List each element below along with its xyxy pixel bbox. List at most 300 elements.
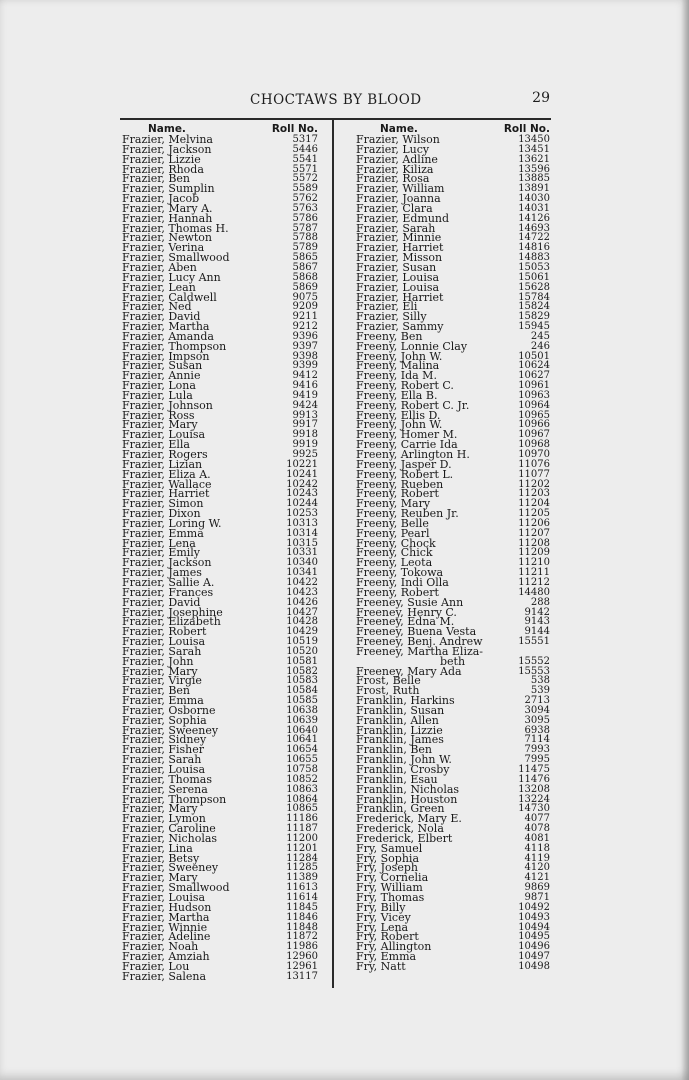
entry-roll-number: 13450	[518, 134, 550, 145]
entry-roll-number: 9398	[292, 350, 318, 362]
entry-name: Frazier, Virgie	[122, 674, 202, 688]
entry-roll-number: 9869	[524, 882, 550, 894]
entry-name: Freeny, Robert	[356, 585, 439, 599]
entry-name: Franklin, Crosby	[356, 763, 450, 776]
entry-name: Frazier, Wallace	[122, 477, 212, 491]
entry-roll-number: 15553	[518, 665, 550, 677]
entry-roll-number: 10331	[286, 547, 318, 559]
entry-roll-number: 11284	[286, 852, 318, 864]
entry-roll-number: 10426	[286, 596, 318, 608]
entry-roll-number: 10585	[286, 695, 318, 707]
entry-name: Franklin, Nicholas	[356, 782, 460, 796]
entry-roll-number: 9424	[292, 399, 318, 411]
entry-name: Frazier, Ross	[122, 408, 195, 422]
entry-roll-number: 4077	[524, 813, 550, 825]
entry-roll-number: 10423	[286, 586, 318, 598]
entry-roll-number: 10638	[286, 704, 318, 716]
entry-roll-number: 3094	[524, 704, 550, 716]
entry-roll-number: 9917	[292, 419, 318, 431]
entry-roll-number: 10427	[286, 606, 318, 618]
entry-name: Fry, Emma	[356, 950, 417, 964]
entry-name: Freeny, Mary	[356, 497, 431, 511]
page-header	[120, 92, 550, 112]
entry-name: Freeny, Ben	[356, 329, 423, 343]
entry-roll-number: 10495	[518, 931, 550, 943]
entry-roll-number: 10313	[286, 517, 318, 529]
page-title: CHOCTAWS BY BLOOD	[250, 92, 422, 108]
entry-roll-number: 10244	[286, 498, 318, 510]
entry-name: Frazier, Louisa	[122, 763, 206, 776]
entry-name: Frazier, Serena	[122, 782, 208, 796]
entry-roll-number: 10963	[518, 389, 550, 401]
entry-name: Frazier, Robert	[122, 625, 207, 639]
entry-name: Freeney, Susie Ann	[356, 595, 464, 609]
entry-roll-number: 10865	[286, 803, 318, 815]
entry-name: Franklin, Houston	[356, 792, 458, 806]
entry-roll-number: 12960	[286, 951, 318, 963]
entry-roll-number: 10961	[518, 380, 550, 392]
entry-roll-number: 9871	[524, 891, 550, 903]
entry-name: Freeny, Chick	[356, 546, 433, 560]
entry-roll-number: 5317	[292, 134, 318, 145]
entry-name: Frazier, Lula	[122, 388, 193, 402]
entry-roll-number: 11200	[286, 832, 318, 844]
name-header: Name.	[148, 123, 186, 135]
entry-roll-number: 5571	[292, 163, 318, 175]
entry-name: Frazier, Josephine	[122, 605, 223, 619]
entry-roll-number: 6938	[524, 724, 550, 736]
entry-name: Freeny, Indi Olla	[356, 575, 449, 589]
entry-name: Franklin, Allen	[356, 713, 439, 727]
entry-roll-number: 15551	[518, 636, 550, 648]
entry-name: Frazier, Newton	[122, 231, 212, 245]
entry-name: Frazier, Susan	[122, 359, 203, 373]
entry-roll-number: 10583	[286, 675, 318, 687]
entry-name: Frazier, Edmund	[356, 211, 450, 225]
entry-name: Frazier, Caldwell	[122, 290, 217, 304]
entry-roll-number: 10221	[286, 458, 318, 470]
table-row	[356, 959, 550, 973]
entry-name: Frazier, David	[122, 310, 201, 324]
entry-roll-number: 9399	[292, 360, 318, 372]
entry-roll-number: 9143	[524, 616, 550, 628]
entry-name: Frazier, Simon	[122, 497, 204, 511]
entry-roll-number: 10428	[286, 616, 318, 628]
entry-name: Frazier, Harriet	[122, 487, 210, 501]
entry-name: Freeny, Homer M.	[356, 428, 458, 442]
entry-roll-number: 11614	[286, 891, 318, 903]
entry-roll-number: 14031	[518, 202, 550, 214]
entry-name: Fry, Lena	[356, 920, 409, 934]
entry-roll-number: 11845	[286, 901, 318, 913]
entry-roll-number: 5763	[292, 202, 318, 214]
entry-name: Frazier, Lena	[122, 536, 196, 550]
entry-name: Frazier, Clara	[356, 201, 433, 215]
entry-name: Freeny, Tokowa	[356, 566, 444, 580]
entry-name: Frazier, Melvina	[122, 133, 213, 146]
entry-name: Frazier, Adeline	[122, 930, 211, 944]
entry-roll-number: 10641	[286, 734, 318, 746]
entry-roll-number: 10863	[286, 783, 318, 795]
entry-roll-number: 10967	[518, 429, 550, 441]
entry-name: Frazier, Thomas H.	[122, 221, 229, 235]
entry-roll-number: 9212	[292, 321, 318, 333]
entry-name: Freeney, Edna M.	[356, 615, 455, 629]
entry-name: Franklin, Lizzie	[356, 723, 443, 737]
entry-roll-number: 11986	[286, 941, 318, 953]
entry-roll-number: 14816	[518, 242, 550, 254]
entry-name: Frazier, Rhoda	[122, 162, 204, 176]
entry-name: Franklin, Susan	[356, 703, 445, 717]
entry-name: Frazier, Lymon	[122, 812, 206, 826]
entry-name: Frazier, Sweeney	[122, 723, 219, 737]
entry-roll-number: 13596	[518, 163, 550, 175]
entry-name: Frazier, Sweeney	[122, 861, 219, 875]
entry-name: Fry, Sophia	[356, 851, 419, 865]
entry-name: Frazier, Martha	[122, 910, 210, 924]
entry-name: Frazier, Amanda	[122, 329, 214, 343]
entry-roll-number: 10341	[286, 567, 318, 579]
entry-roll-number: 11475	[518, 764, 550, 775]
entry-roll-number: 4078	[524, 823, 550, 835]
entry-name: Franklin, Green	[356, 802, 445, 816]
entry-roll-number: 9142	[524, 606, 550, 618]
entry-roll-number: 15824	[518, 301, 550, 313]
entry-roll-number: 15784	[518, 291, 550, 303]
entry-roll-number: 15053	[518, 261, 550, 273]
entry-name: Frazier, Misson	[356, 251, 443, 265]
entry-name: Freeny, Ellis D.	[356, 408, 441, 422]
entry-roll-number: 10242	[286, 478, 318, 490]
entry-roll-number: 539	[530, 685, 550, 697]
entry-roll-number: 13891	[518, 183, 550, 195]
entry-roll-number: 13451	[518, 143, 550, 155]
entry-name: Frazier, Osborne	[122, 703, 216, 717]
entry-roll-number: 9396	[292, 330, 318, 342]
entry-roll-number: 10315	[286, 537, 318, 549]
entry-name: Freeny, Pearl	[356, 526, 430, 540]
entry-roll-number: 10253	[286, 508, 318, 520]
entry-name: Fry, Robert	[356, 930, 419, 944]
entry-name: Frazier, Verina	[122, 241, 205, 255]
entry-name: Frost, Ruth	[356, 684, 420, 698]
entry-roll-number: 5868	[292, 271, 318, 283]
entry-roll-number: 5865	[292, 252, 318, 264]
entry-roll-number: 10498	[518, 960, 550, 972]
entry-roll-number: 4119	[524, 852, 550, 864]
entry-roll-number: 11186	[286, 813, 318, 825]
entry-roll-number: 11846	[286, 911, 318, 923]
entry-name: Freeney, Benj. Andrew	[356, 635, 483, 649]
entry-roll-number: 5572	[292, 173, 318, 185]
entry-roll-number: 11210	[518, 557, 550, 569]
entry-name: Fry, Vicey	[356, 910, 411, 924]
entry-roll-number: 13208	[518, 783, 550, 795]
entry-roll-number: 9144	[524, 626, 550, 638]
entry-name: Frazier, Mary	[122, 664, 198, 678]
entry-roll-number: 14126	[518, 212, 550, 224]
entry-roll-number: 9397	[292, 340, 318, 352]
entry-name: Frazier, Louisa	[122, 635, 206, 649]
entry-name: Frazier, Aben	[122, 260, 197, 274]
entry-name: Frazier, Lou	[122, 959, 190, 973]
entry-roll-number: 246	[530, 340, 550, 352]
entry-name: Frazier, Mary	[122, 802, 198, 816]
entry-name: Frazier, Wilson	[356, 133, 440, 146]
entry-name: Fry, Joseph	[356, 861, 418, 875]
entry-roll-number: 5446	[292, 143, 318, 155]
entry-name: Frazier, David	[122, 595, 201, 609]
column-divider	[332, 118, 334, 988]
entry-roll-number: 5762	[292, 193, 318, 205]
entry-name: Frazier, Kiliza	[356, 162, 434, 176]
entry-roll-number: 10501	[518, 350, 550, 362]
entry-roll-number: 2713	[524, 695, 550, 707]
entry-roll-number: 9419	[292, 389, 318, 401]
entry-roll-number: 10970	[518, 449, 550, 460]
entry-roll-number: 10496	[518, 941, 550, 953]
entry-name: Frazier, Mary A.	[122, 201, 213, 215]
entry-roll-number: 11205	[518, 508, 550, 520]
entry-name: Frazier, Lizian	[122, 457, 203, 471]
entry-roll-number: 10581	[286, 655, 318, 667]
entry-roll-number: 7993	[524, 744, 550, 756]
entry-name: Fry, Thomas	[356, 890, 425, 904]
entry-name: Freeny, Lonnie Clay	[356, 339, 468, 353]
entry-list	[122, 135, 318, 982]
page-number: 29	[532, 90, 550, 106]
entry-roll-number: 7995	[524, 754, 550, 766]
entry-name: Frazier, Mary	[122, 871, 198, 885]
entry-name: Frazier, Sallie A.	[122, 575, 215, 589]
entry-name: Frazier, Frances	[122, 585, 214, 599]
entry-name: Fry, William	[356, 881, 423, 895]
entry-roll-number: 11208	[518, 537, 550, 549]
entry-name: Frazier, Lucy Ann	[122, 270, 221, 284]
entry-roll-number: 11077	[518, 468, 550, 480]
entry-roll-number: 10243	[286, 488, 318, 500]
entry-roll-number: 15552	[518, 655, 550, 667]
entry-name: Frazier, Elizabeth	[122, 615, 221, 629]
entry-roll-number: 11209	[518, 547, 550, 559]
entry-name: Frazier, Smallwood	[122, 251, 230, 265]
entry-name: Freeny, Malina	[356, 359, 440, 373]
entry-roll-number: 5867	[292, 261, 318, 273]
right-column	[356, 123, 550, 972]
entry-name: Frazier, Jackson	[122, 556, 212, 570]
entry-name: Frazier, Johnson	[122, 398, 213, 412]
entry-roll-number: 10964	[518, 399, 550, 411]
entry-roll-number: 4121	[524, 872, 550, 884]
entry-name: Frazier, Louisa	[356, 270, 440, 284]
entry-roll-number: 10640	[286, 724, 318, 736]
entry-name: Frazier, Lucy	[356, 142, 430, 156]
entry-roll-number: 9209	[292, 301, 318, 313]
entry-roll-number: 12961	[286, 960, 318, 972]
entry-name: Fry, Natt	[356, 959, 406, 973]
entry-name: Freeny, Robert	[356, 487, 439, 501]
entry-roll-number: 10655	[286, 754, 318, 766]
entry-roll-number: 9211	[292, 311, 318, 323]
entry-roll-number: 10639	[286, 714, 318, 726]
entry-name: Frazier, Lizzie	[122, 152, 201, 166]
entry-name: Frazier, Jacob	[122, 192, 200, 206]
entry-name: Freeny, John W.	[356, 349, 443, 363]
entry-name: Frazier, Adline	[356, 152, 438, 166]
entry-roll-number: 4081	[524, 832, 550, 844]
entry-name: Frazier, Impson	[122, 349, 210, 363]
entry-roll-number: 245	[530, 330, 550, 342]
entry-list	[356, 135, 550, 972]
entry-roll-number: 10654	[286, 744, 318, 756]
entry-roll-number: 13224	[518, 793, 550, 805]
entry-name: Freeney, Buena Vesta	[356, 625, 477, 639]
entry-roll-number: 15945	[518, 321, 550, 333]
entry-roll-number: 14722	[518, 232, 550, 244]
entry-name: Freeny, Jasper D.	[356, 457, 452, 471]
entry-name: Frost, Belle	[356, 674, 421, 688]
entry-name: Frazier, Louisa	[122, 428, 206, 442]
entry-name: Freeny, Robert L.	[356, 467, 454, 481]
entry-name: Frazier, Thompson	[122, 792, 227, 806]
entry-name: Frazier, Eliza A.	[122, 467, 211, 481]
entry-roll-number: 9918	[292, 429, 318, 441]
entry-name: Frazier, Martha	[122, 320, 210, 334]
entry-roll-number: 11848	[286, 921, 318, 933]
entry-name: Frazier, Harriet	[356, 241, 444, 255]
entry-roll-number: 10624	[518, 360, 550, 372]
entry-name: Frazier, Eli	[356, 300, 418, 314]
entry-name: beth	[440, 654, 466, 668]
entry-roll-number: 4118	[524, 842, 550, 854]
entry-roll-number: 10627	[518, 370, 550, 382]
entry-roll-number: 14693	[518, 222, 550, 234]
entry-name: Freeny, Reuben Jr.	[356, 507, 459, 521]
entry-name: Frazier, Emma	[122, 526, 204, 540]
entry-name: Frazier, Joanna	[356, 192, 441, 206]
entry-roll-number: 5787	[292, 222, 318, 234]
entry-name: Frazier, Fisher	[122, 743, 204, 757]
entry-name: Frazier, Sammy	[356, 320, 444, 334]
entry-roll-number: 13117	[286, 970, 318, 982]
entry-roll-number: 11476	[518, 773, 550, 785]
entry-roll-number: 10492	[518, 901, 550, 913]
entry-name: Freeny, Carrie Ida	[356, 438, 458, 452]
entry-roll-number: 5869	[292, 281, 318, 293]
entry-name: Frazier, Louisa	[122, 890, 206, 904]
entry-name: Frazier, Nicholas	[122, 831, 218, 845]
entry-name: Freeney, Martha Eliza-	[356, 644, 484, 658]
entry-roll-number: 10340	[286, 557, 318, 569]
entry-name: Freeney, Mary Ada	[356, 664, 462, 678]
entry-name: Frazier, Lean	[122, 280, 196, 294]
entry-name: Frazier, Loring W.	[122, 516, 222, 530]
entry-name: Franklin, Ben	[356, 743, 432, 757]
entry-name: Fry, Cornelia	[356, 871, 429, 885]
entry-name: Frazier, Lona	[122, 379, 196, 393]
entry-roll-number: 10422	[286, 576, 318, 588]
entry-name: Frazier, Susan	[356, 260, 437, 274]
entry-roll-number: 11201	[286, 842, 318, 854]
entry-name: Frazier, Ned	[122, 300, 192, 314]
entry-name: Frazier, Ben	[122, 684, 190, 698]
entry-roll-number: 10584	[286, 685, 318, 697]
entry-roll-number: 15061	[518, 271, 550, 283]
entry-roll-number: 11207	[518, 527, 550, 539]
entry-name: Frazier, Mary	[122, 418, 198, 432]
entry-roll-number: 11211	[518, 567, 550, 579]
entry-roll-number: 11206	[518, 517, 550, 529]
entry-roll-number: 11872	[286, 931, 318, 943]
entry-roll-number: 14480	[518, 586, 550, 598]
entry-name: Frazier, James	[122, 566, 202, 580]
entry-name: Frazier, Sarah	[122, 644, 202, 658]
roll-header: Roll No.	[271, 123, 318, 135]
entry-name: Freeny, Leota	[356, 556, 433, 570]
entry-roll-number: 11076	[518, 458, 550, 470]
entry-roll-number: 538	[530, 675, 550, 687]
entry-name: Freeny, Robert C. Jr.	[356, 398, 470, 412]
entry-name: Freeney, Henry C.	[356, 605, 457, 619]
entry-roll-number: 10314	[286, 527, 318, 539]
entry-roll-number: 14030	[518, 193, 550, 205]
entry-name: Frazier, Betsy	[122, 851, 200, 865]
entry-roll-number: 11285	[286, 862, 318, 874]
entry-roll-number: 11204	[518, 498, 550, 510]
entry-roll-number: 3095	[524, 714, 550, 726]
entry-name: Frazier, Sarah	[356, 221, 436, 235]
entry-name: Frazier, Salena	[122, 969, 207, 983]
entry-name: Frederick, Mary E.	[356, 812, 462, 826]
entry-roll-number: 11613	[286, 882, 318, 894]
entry-roll-number: 11203	[518, 488, 550, 500]
entry-name: Franklin, John W.	[356, 753, 452, 767]
entry-name: Frazier, Ben	[122, 172, 190, 186]
entry-roll-number: 13621	[518, 153, 550, 165]
entry-name: Frazier, Lina	[122, 841, 193, 855]
entry-name: Frazier, Annie	[122, 369, 201, 383]
entry-roll-number: 10758	[286, 764, 318, 775]
entry-name: Frazier, Thomas	[122, 772, 212, 786]
entry-name: Frazier, Sarah	[122, 753, 202, 767]
entry-roll-number: 5589	[292, 183, 318, 195]
entry-name: Frazier, Emily	[122, 546, 201, 560]
entry-name: Frazier, Emma	[122, 694, 204, 708]
entry-roll-number: 288	[530, 596, 550, 608]
entry-roll-number: 10519	[286, 636, 318, 648]
name-header: Name.	[380, 123, 418, 135]
header-rule	[120, 118, 551, 120]
entry-roll-number: 10497	[518, 951, 550, 963]
entry-roll-number: 10429	[286, 626, 318, 638]
entry-roll-number: 9412	[292, 370, 318, 382]
entry-name: Frazier, Ella	[122, 438, 190, 452]
entry-name: Frazier, Thompson	[122, 339, 227, 353]
entry-name: Frazier, Smallwood	[122, 881, 230, 895]
entry-name: Frazier, Harriet	[356, 290, 444, 304]
table-row	[122, 969, 318, 983]
entry-name: Frazier, Hudson	[122, 900, 212, 914]
entry-roll-number: 13885	[518, 173, 550, 185]
entry-name: Freeny, John W.	[356, 418, 443, 432]
entry-roll-number: 9919	[292, 439, 318, 451]
entry-roll-number: 9075	[292, 291, 318, 303]
entry-roll-number: 4120	[524, 862, 550, 874]
entry-roll-number: 10968	[518, 439, 550, 451]
entry-name: Freeny, Ida M.	[356, 369, 437, 383]
entry-roll-number: 10520	[286, 645, 318, 657]
entry-name: Frazier, Sophia	[122, 713, 207, 727]
